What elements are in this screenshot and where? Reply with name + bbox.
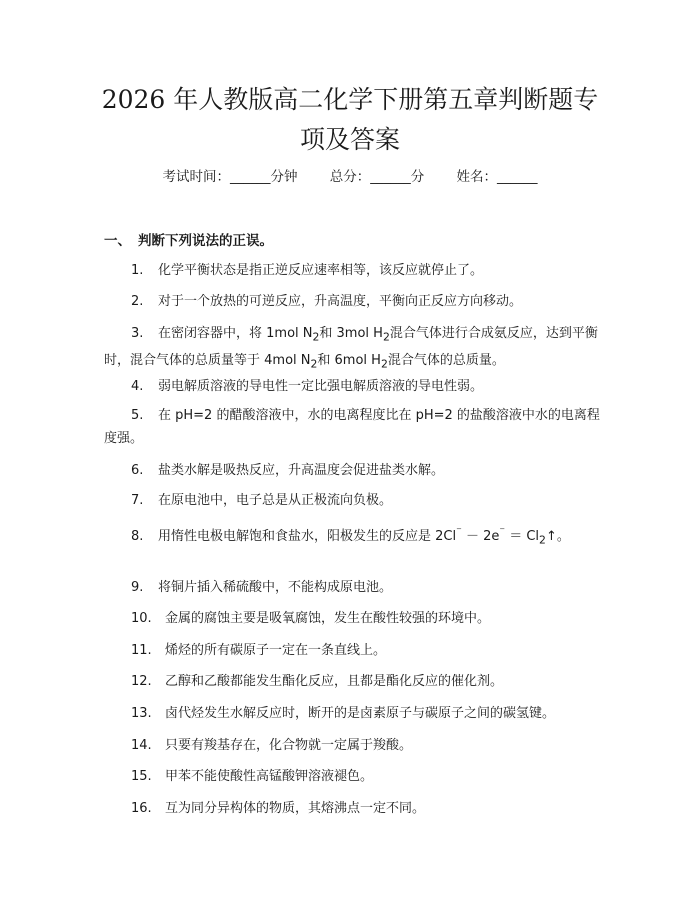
total-score-label: 总分：______分 — [329, 169, 425, 185]
exam-time-label: 考试时间：______分钟 — [162, 169, 298, 185]
question-number: 9. — [131, 580, 144, 595]
question-item — [104, 459, 606, 482]
question-item — [104, 520, 606, 552]
question-item — [104, 765, 606, 788]
question-number: 13. — [131, 706, 152, 721]
question-number: 2. — [131, 294, 144, 309]
question-number: 4. — [131, 379, 144, 394]
question-number: 5. — [131, 408, 144, 423]
question-item — [104, 375, 606, 398]
question-item — [104, 489, 606, 512]
question-text: 用惰性电极电解饱和食盐水，阳极发生的反应是 $2Cl^{^-} - 2e^{^-} = Cl_2↑$。 — [158, 525, 570, 547]
question-number: 8. — [131, 529, 144, 545]
question-item — [104, 576, 606, 599]
title-line-2: 项及答案 — [299, 125, 400, 154]
question-item — [104, 670, 606, 693]
question-number: 12. — [131, 674, 152, 689]
question-text: 烯烃的所有碳原子一定在一条直线上。 — [165, 643, 387, 658]
question-text: 在原电池中，电子总是从正极流向负极。 — [158, 493, 393, 508]
question-text: 在密闭容器中，将 1mol $N_2$和 3mol $H_2$混合气体进行合成氨反应，达到平衡时，混合气体的总质量等于 4mol $N_2$和 6mol $H_2$混合气体的总质量。 — [104, 326, 598, 371]
question-number: 7. — [131, 493, 144, 508]
title-line-1: 2026 年人教版高二化学下册第五章判断题专 — [101, 85, 599, 114]
question-number: 6. — [131, 463, 144, 478]
question-number: 1. — [131, 263, 144, 278]
section-number: 一、 — [104, 233, 131, 249]
exam-info — [0, 167, 700, 187]
question-text: 乙醇和乙酸都能发生酯化反应，且都是酯化反应的催化剂。 — [165, 674, 504, 689]
question-item — [104, 639, 606, 662]
question-text: 对于一个放热的可逆反应，升高温度，平衡向正反应方向移动。 — [158, 294, 523, 309]
question-text: 盐类水解是吸热反应，升高温度会促进盐类水解。 — [158, 463, 445, 478]
question-number: 16. — [131, 801, 152, 816]
question-text: 弱电解质溶液的导电性一定比强电解质溶液的导电性弱。 — [158, 379, 484, 394]
section-title: 判断下列说法的正误。 — [138, 233, 273, 249]
section-heading — [104, 229, 273, 249]
question-text: 卤代烃发生水解反应时，断开的是卤素原子与碳原子之间的碳氢键。 — [165, 706, 556, 721]
document-title — [0, 80, 700, 160]
question-item — [104, 259, 606, 282]
question-number: 14. — [131, 738, 152, 753]
question-text: 将铜片插入稀硫酸中，不能构成原电池。 — [158, 580, 393, 595]
question-number: 10. — [131, 611, 152, 626]
question-text: 金属的腐蚀主要是吸氧腐蚀，发生在酸性较强的环境中。 — [165, 611, 491, 626]
question-number: 3. — [131, 326, 144, 341]
question-text: 化学平衡状态是指正逆反应速率相等，该反应就停止了。 — [158, 263, 484, 278]
question-item — [104, 404, 606, 450]
question-item — [104, 734, 606, 757]
question-item — [104, 607, 606, 630]
name-label: 姓名：______ — [456, 169, 538, 185]
question-number: 11. — [131, 643, 152, 658]
question-item — [104, 797, 606, 820]
question-number: 15. — [131, 769, 152, 784]
question-text: 只要有羧基存在，化合物就一定属于羧酸。 — [165, 738, 413, 753]
question-text: 甲苯不能使酸性高锰酸钾溶液褪色。 — [165, 769, 374, 784]
question-item — [104, 322, 606, 375]
question-item — [104, 290, 606, 313]
question-text: 在 pH=2 的醋酸溶液中，水的电离程度比在 pH=2 的盐酸溶液中水的电离程度强。 — [104, 408, 600, 446]
question-text: 互为同分异构体的物质，其熔沸点一定不同。 — [165, 801, 426, 816]
question-item — [104, 702, 606, 725]
